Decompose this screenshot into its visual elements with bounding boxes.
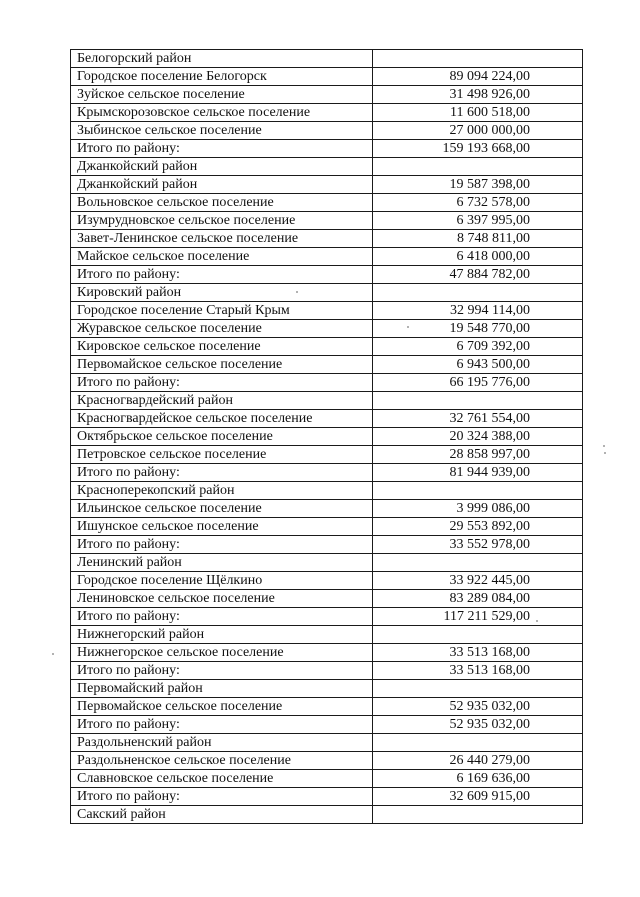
amount-cell: 27 000 000,00 xyxy=(373,122,583,140)
total-label: Итого по району: xyxy=(71,716,373,734)
amount-cell xyxy=(373,554,583,572)
scan-speck xyxy=(296,291,298,293)
district-total-row xyxy=(71,464,583,482)
settlement-name: Славновское сельское поселение xyxy=(71,770,373,788)
settlement-name: Журавское сельское поселение xyxy=(71,320,373,338)
district-name: Сакский район xyxy=(71,806,373,824)
settlement-name: Кировское сельское поселение xyxy=(71,338,373,356)
total-amount: 159 193 668,00 xyxy=(373,140,583,158)
total-label: Итого по району: xyxy=(71,140,373,158)
settlement-name: Раздольненское сельское поселение xyxy=(71,752,373,770)
settlement-name: Нижнегорское сельское поселение xyxy=(71,644,373,662)
settlement-row xyxy=(71,770,583,788)
settlement-name: Джанкойский район xyxy=(71,176,373,194)
amount-cell: 6 943 500,00 xyxy=(373,356,583,374)
amount-cell xyxy=(373,680,583,698)
total-amount: 32 609 915,00 xyxy=(373,788,583,806)
settlement-row xyxy=(71,644,583,662)
amount-cell: 8 748 811,00 xyxy=(373,230,583,248)
amount-cell xyxy=(373,392,583,410)
amount-cell: 29 553 892,00 xyxy=(373,518,583,536)
district-header-row xyxy=(71,806,583,824)
district-total-row xyxy=(71,662,583,680)
settlement-row xyxy=(71,356,583,374)
amount-cell: 52 935 032,00 xyxy=(373,698,583,716)
amount-cell: 6 397 995,00 xyxy=(373,212,583,230)
total-amount: 66 195 776,00 xyxy=(373,374,583,392)
scan-speck xyxy=(603,445,605,447)
settlement-name: Первомайское сельское поселение xyxy=(71,698,373,716)
settlement-name: Зуйское сельское поселение xyxy=(71,86,373,104)
settlement-row xyxy=(71,752,583,770)
settlement-row xyxy=(71,248,583,266)
total-label: Итого по району: xyxy=(71,266,373,284)
district-total-row xyxy=(71,374,583,392)
table-body xyxy=(71,50,583,824)
amount-cell: 26 440 279,00 xyxy=(373,752,583,770)
amount-cell: 6 732 578,00 xyxy=(373,194,583,212)
settlement-row xyxy=(71,500,583,518)
total-amount: 52 935 032,00 xyxy=(373,716,583,734)
amount-cell: 33 922 445,00 xyxy=(373,572,583,590)
settlement-row xyxy=(71,410,583,428)
settlement-name: Зыбинское сельское поселение xyxy=(71,122,373,140)
scan-speck xyxy=(407,326,409,328)
district-name: Белогорский район xyxy=(71,50,373,68)
district-header-row xyxy=(71,284,583,302)
district-header-row xyxy=(71,158,583,176)
district-name: Ленинский район xyxy=(71,554,373,572)
district-total-row xyxy=(71,536,583,554)
settlement-name: Красногвардейское сельское поселение xyxy=(71,410,373,428)
scan-speck xyxy=(536,620,538,622)
amount-cell xyxy=(373,806,583,824)
settlement-row xyxy=(71,194,583,212)
settlement-name: Вольновское сельское поселение xyxy=(71,194,373,212)
amount-cell: 3 999 086,00 xyxy=(373,500,583,518)
settlement-row xyxy=(71,428,583,446)
district-name: Джанкойский район xyxy=(71,158,373,176)
district-name: Красноперекопский район xyxy=(71,482,373,500)
amount-cell xyxy=(373,158,583,176)
district-header-row xyxy=(71,626,583,644)
total-label: Итого по району: xyxy=(71,464,373,482)
amount-cell: 32 761 554,00 xyxy=(373,410,583,428)
amount-cell xyxy=(373,482,583,500)
amount-cell: 28 858 997,00 xyxy=(373,446,583,464)
total-label: Итого по району: xyxy=(71,662,373,680)
total-label: Итого по району: xyxy=(71,536,373,554)
amount-cell: 19 587 398,00 xyxy=(373,176,583,194)
district-header-row xyxy=(71,50,583,68)
amount-cell: 6 709 392,00 xyxy=(373,338,583,356)
settlement-name: Ильинское сельское поселение xyxy=(71,500,373,518)
amount-cell: 89 094 224,00 xyxy=(373,68,583,86)
total-amount: 47 884 782,00 xyxy=(373,266,583,284)
district-header-row xyxy=(71,680,583,698)
amount-cell: 83 289 084,00 xyxy=(373,590,583,608)
settlement-row xyxy=(71,698,583,716)
settlement-row xyxy=(71,590,583,608)
total-amount: 33 552 978,00 xyxy=(373,536,583,554)
total-label: Итого по району: xyxy=(71,608,373,626)
district-name: Красногвардейский район xyxy=(71,392,373,410)
amount-cell xyxy=(373,734,583,752)
settlement-name: Крымскорозовское сельское поселение xyxy=(71,104,373,122)
settlement-row xyxy=(71,86,583,104)
amount-cell: 20 324 388,00 xyxy=(373,428,583,446)
amount-cell xyxy=(373,284,583,302)
district-header-row xyxy=(71,734,583,752)
settlement-row xyxy=(71,446,583,464)
settlement-name: Лениновское сельское поселение xyxy=(71,590,373,608)
settlement-name: Городское поселение Старый Крым xyxy=(71,302,373,320)
scan-speck xyxy=(604,452,606,454)
district-name: Первомайский район xyxy=(71,680,373,698)
district-name: Нижнегорский район xyxy=(71,626,373,644)
settlement-name: Петровское сельское поселение xyxy=(71,446,373,464)
amount-cell xyxy=(373,50,583,68)
settlement-name: Городское поселение Белогорск xyxy=(71,68,373,86)
district-header-row xyxy=(71,392,583,410)
total-label: Итого по району: xyxy=(71,374,373,392)
district-header-row xyxy=(71,482,583,500)
settlement-row xyxy=(71,122,583,140)
settlement-name: Изумрудновское сельское поселение xyxy=(71,212,373,230)
amount-cell: 31 498 926,00 xyxy=(373,86,583,104)
settlement-name: Ишунское сельское поселение xyxy=(71,518,373,536)
amount-cell: 6 169 636,00 xyxy=(373,770,583,788)
settlement-row xyxy=(71,230,583,248)
district-total-row xyxy=(71,788,583,806)
settlement-row xyxy=(71,518,583,536)
district-total-row xyxy=(71,716,583,734)
budget-allocation-table xyxy=(70,49,583,824)
total-amount: 117 211 529,00 xyxy=(373,608,583,626)
district-total-row xyxy=(71,140,583,158)
settlement-name: Завет-Ленинское сельское поселение xyxy=(71,230,373,248)
total-label: Итого по району: xyxy=(71,788,373,806)
settlement-row xyxy=(71,176,583,194)
district-name: Кировский район xyxy=(71,284,373,302)
settlement-row xyxy=(71,68,583,86)
amount-cell: 19 548 770,00 xyxy=(373,320,583,338)
settlement-row xyxy=(71,338,583,356)
district-header-row xyxy=(71,554,583,572)
district-name: Раздольненский район xyxy=(71,734,373,752)
total-amount: 81 944 939,00 xyxy=(373,464,583,482)
scan-speck xyxy=(52,653,54,655)
settlement-name: Городское поселение Щёлкино xyxy=(71,572,373,590)
settlement-name: Майское сельское поселение xyxy=(71,248,373,266)
total-amount: 33 513 168,00 xyxy=(373,662,583,680)
settlement-name: Первомайское сельское поселение xyxy=(71,356,373,374)
amount-cell: 11 600 518,00 xyxy=(373,104,583,122)
settlement-row xyxy=(71,320,583,338)
district-total-row xyxy=(71,266,583,284)
amount-cell: 6 418 000,00 xyxy=(373,248,583,266)
amount-cell: 33 513 168,00 xyxy=(373,644,583,662)
settlement-row xyxy=(71,572,583,590)
district-total-row xyxy=(71,608,583,626)
settlement-row xyxy=(71,212,583,230)
amount-cell xyxy=(373,626,583,644)
amount-cell: 32 994 114,00 xyxy=(373,302,583,320)
settlement-row xyxy=(71,302,583,320)
settlement-name: Октябрьское сельское поселение xyxy=(71,428,373,446)
settlement-row xyxy=(71,104,583,122)
